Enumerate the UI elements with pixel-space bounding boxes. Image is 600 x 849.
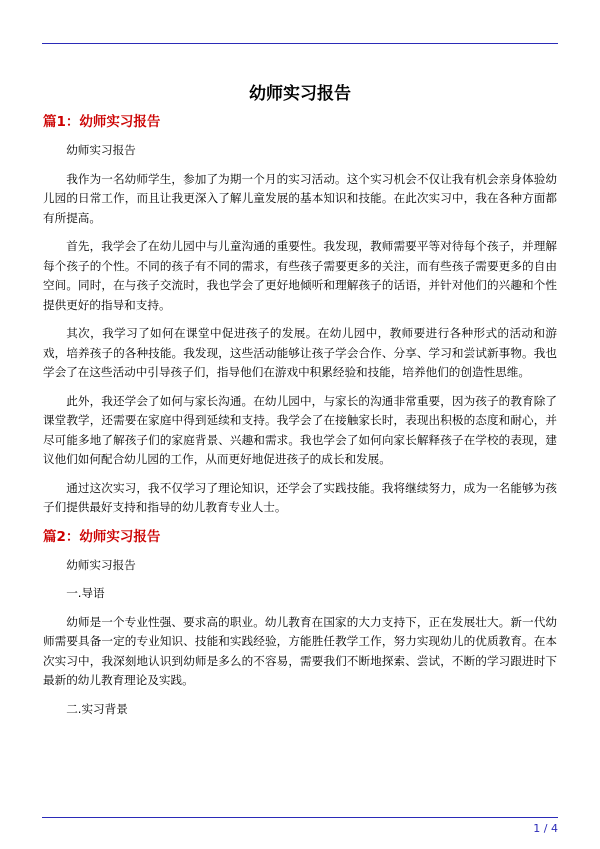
section-2 [43,527,557,720]
section-heading: 篇1：幼师实习报告 [43,114,161,130]
paragraph: 我作为一名幼师学生，参加了为期一个月的实习活动。这个实习机会不仅让我有机会亲身体验幼儿园的日常工作，而且让我更深入了解儿童发展的基本知识和技能。在此次实习中，我在各种方面都有所提高。 [43,171,557,225]
paragraph: 幼师是一个专业性强、要求高的职业。幼儿教育在国家的大力支持下，正在发展壮大。新一代幼师需要具备一定的专业知识、技能和实践经验，方能胜任教学工作，努力实现幼儿的优质教育。在本次实习中，我深刻地认识到幼师是多么的不容易，需要我们不断地探索、尝试，不断的学习跟进时下最新的幼儿教育理论及实践。 [43,614,557,687]
paragraph: 通过这次实习，我不仅学习了理论知识，还学会了实践技能。我将继续努力，成为一名能够为孩子们提供最好支持和指导的幼儿教育专业人士。 [43,480,557,514]
section-subtitle: 幼师实习报告 [66,557,136,572]
paragraph: 首先，我学会了在幼儿园中与儿童沟通的重要性。我发现，教师需要平等对待每个孩子，并理解每个孩子的个性。不同的孩子有不同的需求，有些孩子需要更多的关注，而有些孩子需要更多的自由空间。同时，在与孩子交流时，我也学会了更好地倾听和理解孩子的话语，并针对他们的兴趣和个性提供更好的指导和支持。 [43,239,557,312]
footer-rule [42,817,558,818]
section-subtitle: 幼师实习报告 [66,143,136,157]
item-label: 一.导语 [66,586,105,600]
document-body [43,112,557,728]
header-rule [42,43,558,44]
paragraph: 其次，我学习了如何在课堂中促进孩子的发展。在幼儿园中，教师要进行各种形式的活动和游戏，培养孩子的各种技能。我发现，这些活动能够让孩子学会合作、分享、学习和尝试新事物。我也学会了在这些活动中引导孩子们，指导他们在游戏中积累经验和技能，培养他们的创造性思维。 [43,326,557,379]
paragraph: 此外，我还学会了如何与家长沟通。在幼儿园中，与家长的沟通非常重要，因为孩子的教育除了课堂教学，还需要在家庭中得到延续和支持。我学会了在接触家长时，表现出积极的态度和耐心，并尽可能多地了解孩子们的家庭背景、兴趣和需求。我也学会了如何向家长解释孩子在学校的表现，建议他们如何配合幼儿园的工作，从而更好地促进孩子的成长和发展。 [43,393,557,466]
document-title: 幼师实习报告 [249,84,351,104]
page-indicator: 1 / 4 [533,822,558,835]
item-label: 二.实习背景 [66,701,128,716]
section-1 [43,112,557,518]
section-heading: 篇2：幼师实习报告 [43,528,161,545]
